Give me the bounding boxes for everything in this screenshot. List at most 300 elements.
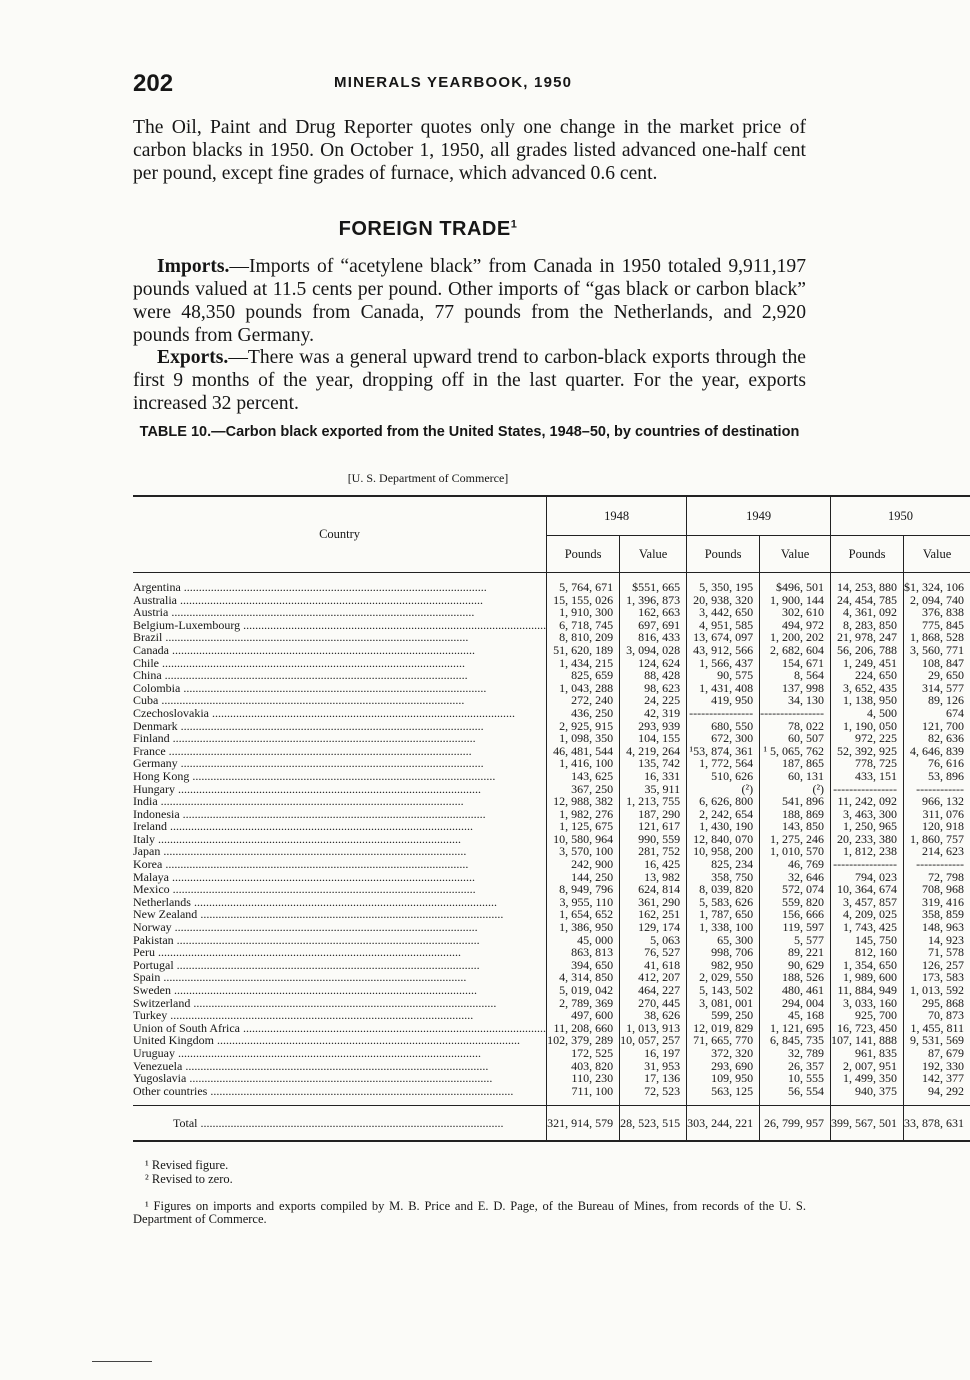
table-row [133, 1009, 970, 1022]
pounds-cell: 3, 463, 300 [831, 808, 904, 821]
pounds-cell: 65, 300 [687, 934, 760, 947]
value-cell: 1, 275, 246 [760, 833, 831, 846]
value-cell: 3, 560, 771 [904, 644, 970, 657]
running-head: MINERALS YEARBOOK, 1950 [334, 74, 573, 91]
country-cell: Germany ..... [133, 757, 547, 770]
pounds-cell: 2, 007, 951 [831, 1060, 904, 1073]
pounds-cell: 13, 674, 097 [687, 631, 760, 644]
pounds-cell: 3, 442, 650 [687, 606, 760, 619]
pounds-cell: ---------------- [831, 783, 904, 796]
country-cell: Canada ..... [133, 644, 547, 657]
value-cell: 9, 531, 569 [904, 1034, 970, 1047]
bottom-rule [92, 1361, 152, 1362]
pounds-cell: 4, 500 [831, 707, 904, 720]
value-cell: 624, 814 [620, 883, 687, 896]
value-cell: 108, 847 [904, 657, 970, 670]
value-cell: 56, 554 [760, 1085, 831, 1098]
country-cell: Belgium-Luxembourg ..... [133, 619, 547, 632]
pounds-cell: 1, 338, 100 [687, 921, 760, 934]
pounds-cell: 358, 750 [687, 871, 760, 884]
value-cell: 28, 523, 515 [620, 1106, 687, 1142]
pounds-cell: 303, 244, 221 [687, 1106, 760, 1142]
pounds-cell: 172, 525 [547, 1047, 620, 1060]
pounds-cell: 102, 379, 289 [547, 1034, 620, 1047]
value-cell: 154, 671 [760, 657, 831, 670]
pounds-cell: 8, 039, 820 [687, 883, 760, 896]
value-cell: 42, 319 [620, 707, 687, 720]
value-cell: 121, 700 [904, 720, 970, 733]
country-cell: Total ..... [133, 1106, 547, 1142]
country-cell: Chile ..... [133, 657, 547, 670]
pounds-cell: 863, 813 [547, 946, 620, 959]
country-cell: Norway ..... [133, 921, 547, 934]
pounds-cell: 3, 955, 110 [547, 896, 620, 909]
value-cell: $1, 324, 106 [904, 581, 970, 594]
value-cell: 187, 865 [760, 757, 831, 770]
country-cell: Denmark ..... [133, 720, 547, 733]
pounds-cell: 510, 626 [687, 770, 760, 783]
note-revised-figure: ¹ Revised figure. [145, 1158, 229, 1172]
value-header: Value [904, 536, 970, 573]
value-cell: 674 [904, 707, 970, 720]
country-cell: Ireland ..... [133, 820, 547, 833]
country-cell: Indonesia ..... [133, 808, 547, 821]
pounds-cell: 403, 820 [547, 1060, 620, 1073]
pounds-cell: 1, 743, 425 [831, 921, 904, 934]
table-row [133, 606, 970, 619]
table-row [133, 921, 970, 934]
country-cell: Hungary ..... [133, 783, 547, 796]
value-cell: 1, 121, 695 [760, 1022, 831, 1035]
table-caption: TABLE 10.—Carbon black exported from the United States, 1948–50, by countries of destination [139, 424, 800, 440]
value-cell: 192, 330 [904, 1060, 970, 1073]
pounds-cell: 2, 789, 369 [547, 997, 620, 1010]
pounds-cell: 272, 240 [547, 694, 620, 707]
value-cell: 214, 623 [904, 845, 970, 858]
value-cell: 35, 911 [620, 783, 687, 796]
table-source: [U. S. Department of Commerce] [347, 471, 509, 485]
pounds-cell: 12, 019, 829 [687, 1022, 760, 1035]
pounds-cell: 419, 950 [687, 694, 760, 707]
pounds-cell: 4, 361, 092 [831, 606, 904, 619]
value-cell: 41, 618 [620, 959, 687, 972]
pounds-cell: 1, 354, 650 [831, 959, 904, 972]
pounds-cell: 940, 375 [831, 1085, 904, 1098]
pounds-cell: 12, 840, 070 [687, 833, 760, 846]
pounds-cell: 321, 914, 579 [547, 1106, 620, 1142]
value-cell: 17, 136 [620, 1072, 687, 1085]
value-cell: 143, 850 [760, 820, 831, 833]
imports-paragraph [133, 255, 806, 347]
pounds-cell: 5, 019, 042 [547, 984, 620, 997]
value-cell: 1, 200, 202 [760, 631, 831, 644]
pounds-header: Pounds [831, 536, 904, 573]
pounds-cell: 8, 810, 209 [547, 631, 620, 644]
value-cell: 137, 998 [760, 682, 831, 695]
pounds-cell: 1, 499, 350 [831, 1072, 904, 1085]
country-cell: Czechoslovakia ..... [133, 707, 547, 720]
year-header: 1948 [547, 496, 687, 536]
pounds-cell: 925, 700 [831, 1009, 904, 1022]
value-cell: 10, 555 [760, 1072, 831, 1085]
pounds-cell: 1, 787, 650 [687, 908, 760, 921]
pounds-cell: 1, 431, 408 [687, 682, 760, 695]
pounds-cell: ---------------- [831, 858, 904, 871]
value-cell: 126, 257 [904, 959, 970, 972]
value-cell: 1, 868, 528 [904, 631, 970, 644]
pounds-cell: 8, 283, 850 [831, 619, 904, 632]
country-cell: India ..... [133, 795, 547, 808]
pounds-cell: 3, 652, 435 [831, 682, 904, 695]
pounds-cell: 1, 250, 965 [831, 820, 904, 833]
pounds-cell: 961, 835 [831, 1047, 904, 1060]
pounds-cell: 1, 982, 276 [547, 808, 620, 821]
value-cell: 816, 433 [620, 631, 687, 644]
page-number: 202 [133, 70, 174, 97]
value-cell: 60, 507 [760, 732, 831, 745]
table-row [133, 795, 970, 808]
pounds-cell: 56, 206, 788 [831, 644, 904, 657]
value-cell: 314, 577 [904, 682, 970, 695]
value-cell: 70, 873 [904, 1009, 970, 1022]
section-footnote-mark: 1 [510, 218, 518, 231]
pounds-cell: 1, 812, 238 [831, 845, 904, 858]
country-cell: Yugoslavia ..... [133, 1072, 547, 1085]
total-row [133, 1106, 970, 1142]
pounds-cell: 10, 364, 674 [831, 883, 904, 896]
pounds-cell: ¹53, 874, 361 [687, 745, 760, 758]
value-cell: 32, 646 [760, 871, 831, 884]
value-header: Value [620, 536, 687, 573]
table-row [133, 984, 970, 997]
value-cell: 121, 617 [620, 820, 687, 833]
pounds-cell: 5, 583, 626 [687, 896, 760, 909]
country-column-header: Country [133, 496, 547, 573]
value-cell: 16, 331 [620, 770, 687, 783]
value-cell: 412, 207 [620, 971, 687, 984]
pounds-cell: 6, 718, 745 [547, 619, 620, 632]
pounds-cell: 372, 320 [687, 1047, 760, 1060]
value-cell: 2, 682, 604 [760, 644, 831, 657]
pounds-cell: 672, 300 [687, 732, 760, 745]
pounds-cell: 8, 949, 796 [547, 883, 620, 896]
pounds-cell: 1, 910, 300 [547, 606, 620, 619]
country-cell: Uruguay ..... [133, 1047, 547, 1060]
pounds-cell: 52, 392, 925 [831, 745, 904, 758]
intro-paragraph: The Oil, Paint and Drug Reporter quotes only one change in the market price of carbon blacks in 1950. On October 1, 1950, all grades listed advanced one-half cent per pound, except fine grades of furnace, which advanced 0.6 cent. [133, 117, 806, 184]
value-cell: ---------------- [760, 707, 831, 720]
country-cell: Union of South Africa ..... [133, 1022, 547, 1035]
value-cell: 119, 597 [760, 921, 831, 934]
value-cell: 1, 013, 592 [904, 984, 970, 997]
pounds-cell: 224, 650 [831, 669, 904, 682]
value-cell: 3, 094, 028 [620, 644, 687, 657]
country-cell: France ..... [133, 745, 547, 758]
value-cell: 775, 845 [904, 619, 970, 632]
value-cell: 156, 666 [760, 908, 831, 921]
pounds-cell: 399, 567, 501 [831, 1106, 904, 1142]
pounds-cell: 680, 550 [687, 720, 760, 733]
page-footnote: ¹ Figures on imports and exports compiled by M. B. Price and E. D. Page, of the Bureau of Mines, from records of the U. S. Department of Commerce. [133, 1199, 806, 1226]
pounds-cell: 46, 481, 544 [547, 745, 620, 758]
imports-label: Imports. [157, 256, 230, 277]
value-header: Value [760, 536, 831, 573]
country-cell: Brazil ..... [133, 631, 547, 644]
table-row [133, 820, 970, 833]
pounds-cell: (²) [687, 783, 760, 796]
value-cell: 990, 559 [620, 833, 687, 846]
value-cell: 8, 564 [760, 669, 831, 682]
country-cell: China ..... [133, 669, 547, 682]
value-cell: 72, 523 [620, 1085, 687, 1098]
country-cell: Venezuela ..... [133, 1060, 547, 1073]
country-cell: Argentina ..... [133, 581, 547, 594]
value-cell: 6, 845, 735 [760, 1034, 831, 1047]
table-notes [145, 1158, 233, 1186]
value-cell: 82, 636 [904, 732, 970, 745]
value-cell: 708, 968 [904, 883, 970, 896]
value-cell: 72, 798 [904, 871, 970, 884]
pounds-cell: 11, 208, 660 [547, 1022, 620, 1035]
pounds-cell: 711, 100 [547, 1085, 620, 1098]
pounds-cell: 10, 580, 964 [547, 833, 620, 846]
table-row [133, 883, 970, 896]
value-cell: 38, 626 [620, 1009, 687, 1022]
table-row [133, 1072, 970, 1085]
country-cell: Japan ..... [133, 845, 547, 858]
pounds-cell: 3, 033, 160 [831, 997, 904, 1010]
value-cell: 162, 663 [620, 606, 687, 619]
value-cell: 319, 416 [904, 896, 970, 909]
value-cell: 1, 013, 913 [620, 1022, 687, 1035]
table-row [133, 1047, 970, 1060]
pounds-cell: 433, 151 [831, 770, 904, 783]
value-cell: 76, 527 [620, 946, 687, 959]
country-cell: Switzerland ..... [133, 997, 547, 1010]
value-cell: 376, 838 [904, 606, 970, 619]
pounds-cell: 1, 654, 652 [547, 908, 620, 921]
pounds-cell: 3, 081, 001 [687, 997, 760, 1010]
value-cell: 572, 074 [760, 883, 831, 896]
pounds-cell: 4, 951, 585 [687, 619, 760, 632]
value-cell: 1, 900, 144 [760, 594, 831, 607]
value-cell: 358, 859 [904, 908, 970, 921]
value-cell: 32, 789 [760, 1047, 831, 1060]
pounds-cell: 1, 386, 950 [547, 921, 620, 934]
section-heading [0, 218, 856, 241]
pounds-cell: 16, 723, 450 [831, 1022, 904, 1035]
value-cell: 129, 174 [620, 921, 687, 934]
pounds-cell: 1, 043, 288 [547, 682, 620, 695]
pounds-header: Pounds [547, 536, 620, 573]
pounds-cell: 5, 143, 502 [687, 984, 760, 997]
value-cell: 87, 679 [904, 1047, 970, 1060]
value-cell: ¹ 5, 065, 762 [760, 745, 831, 758]
value-cell: 293, 939 [620, 720, 687, 733]
value-cell: 135, 742 [620, 757, 687, 770]
value-cell: 270, 445 [620, 997, 687, 1010]
pounds-cell: 15, 155, 026 [547, 594, 620, 607]
pounds-cell: 20, 938, 320 [687, 594, 760, 607]
value-cell: 90, 629 [760, 959, 831, 972]
table-row [133, 581, 970, 594]
pounds-cell: 10, 958, 200 [687, 845, 760, 858]
value-cell: 187, 290 [620, 808, 687, 821]
value-cell: 13, 982 [620, 871, 687, 884]
value-cell: 46, 769 [760, 858, 831, 871]
table-row [133, 946, 970, 959]
pounds-cell: 1, 772, 564 [687, 757, 760, 770]
value-cell: 26, 799, 957 [760, 1106, 831, 1142]
value-cell: 1, 010, 570 [760, 845, 831, 858]
section-heading-text: FOREIGN TRADE [338, 218, 511, 240]
year-header: 1950 [831, 496, 970, 536]
value-cell: 24, 225 [620, 694, 687, 707]
value-cell: 295, 868 [904, 997, 970, 1010]
value-cell: 34, 130 [760, 694, 831, 707]
table-row [133, 732, 970, 745]
country-cell: Sweden ..... [133, 984, 547, 997]
country-cell: Spain ..... [133, 971, 547, 984]
pounds-cell: 825, 659 [547, 669, 620, 682]
value-cell: 10, 057, 257 [620, 1034, 687, 1047]
country-cell: Austria ..... [133, 606, 547, 619]
country-cell: Malaya ..... [133, 871, 547, 884]
country-cell: Pakistan ..... [133, 934, 547, 947]
pounds-cell: 107, 141, 888 [831, 1034, 904, 1047]
value-cell: 45, 168 [760, 1009, 831, 1022]
value-cell: 16, 425 [620, 858, 687, 871]
pounds-cell: 2, 242, 654 [687, 808, 760, 821]
pounds-cell: 109, 950 [687, 1072, 760, 1085]
pounds-cell: 293, 690 [687, 1060, 760, 1073]
value-cell: 162, 251 [620, 908, 687, 921]
value-cell: 302, 610 [760, 606, 831, 619]
country-cell: Mexico ..... [133, 883, 547, 896]
pounds-cell: 51, 620, 189 [547, 644, 620, 657]
value-cell: (²) [760, 783, 831, 796]
value-cell: 294, 004 [760, 997, 831, 1010]
pounds-cell: 71, 665, 770 [687, 1034, 760, 1047]
pounds-cell: ---------------- [687, 707, 760, 720]
pounds-cell: 599, 250 [687, 1009, 760, 1022]
imports-text: —Imports of “acetylene black” from Canada in 1950 totaled 9,911,197 pounds valued at 11.5 cents per pound. Other imports of “gas black or carbon black” were 48,350 pounds from Canada, 77 pounds from the Netherlands, and 2,920 pounds from Germany. [133, 256, 806, 346]
value-cell: 1, 455, 811 [904, 1022, 970, 1035]
pounds-cell: 5, 350, 195 [687, 581, 760, 594]
table-row [133, 770, 970, 783]
pounds-cell: 563, 125 [687, 1085, 760, 1098]
value-cell: 281, 752 [620, 845, 687, 858]
pounds-cell: 367, 250 [547, 783, 620, 796]
table-row [133, 669, 970, 682]
pounds-cell: 24, 454, 785 [831, 594, 904, 607]
value-cell: 124, 624 [620, 657, 687, 670]
pounds-cell: 11, 884, 949 [831, 984, 904, 997]
pounds-cell: 1, 989, 600 [831, 971, 904, 984]
pounds-cell: 1, 098, 350 [547, 732, 620, 745]
value-cell: 14, 923 [904, 934, 970, 947]
value-cell: 361, 290 [620, 896, 687, 909]
value-cell: 311, 076 [904, 808, 970, 821]
value-cell: 697, 691 [620, 619, 687, 632]
value-cell: 33, 878, 631 [904, 1106, 970, 1142]
pounds-cell: 4, 314, 850 [547, 971, 620, 984]
value-cell: 78, 022 [760, 720, 831, 733]
pounds-cell: 1, 430, 190 [687, 820, 760, 833]
country-cell: Colombia ..... [133, 682, 547, 695]
country-cell: Italy ..... [133, 833, 547, 846]
pounds-cell: 5, 764, 671 [547, 581, 620, 594]
exports-paragraph [133, 346, 806, 415]
value-cell: 5, 577 [760, 934, 831, 947]
pounds-cell: 998, 706 [687, 946, 760, 959]
value-cell: 966, 132 [904, 795, 970, 808]
note-revised-to-zero: ² Revised to zero. [145, 1172, 233, 1186]
value-cell: 173, 583 [904, 971, 970, 984]
pounds-cell: 794, 023 [831, 871, 904, 884]
value-cell: 494, 972 [760, 619, 831, 632]
country-cell: New Zealand ..... [133, 908, 547, 921]
value-cell: $496, 501 [760, 581, 831, 594]
pounds-cell: 1, 566, 437 [687, 657, 760, 670]
value-cell: ------------ [904, 783, 970, 796]
pounds-cell: 242, 900 [547, 858, 620, 871]
pounds-cell: 4, 209, 025 [831, 908, 904, 921]
exports-text: —There was a general upward trend to carbon-black exports through the first 9 months of the year, dropping off in the last quarter. For the year, exports increased 32 percent. [133, 347, 806, 414]
pounds-cell: 20, 233, 380 [831, 833, 904, 846]
table-body [133, 573, 970, 1142]
value-cell: 1, 213, 755 [620, 795, 687, 808]
value-cell: 142, 377 [904, 1072, 970, 1085]
pounds-header: Pounds [687, 536, 760, 573]
table-row [133, 707, 970, 720]
value-cell: 5, 063 [620, 934, 687, 947]
exports-label: Exports. [157, 347, 229, 368]
value-cell: ------------ [904, 858, 970, 871]
country-cell: Other countries ..... [133, 1085, 547, 1098]
pounds-cell: 1, 138, 950 [831, 694, 904, 707]
pounds-cell: 394, 650 [547, 959, 620, 972]
table-row [133, 1085, 970, 1098]
pounds-cell: 143, 625 [547, 770, 620, 783]
country-cell: Portugal ..... [133, 959, 547, 972]
value-cell: 2, 094, 740 [904, 594, 970, 607]
country-cell: Korea ..... [133, 858, 547, 871]
pounds-cell: 812, 160 [831, 946, 904, 959]
pounds-cell: 110, 230 [547, 1072, 620, 1085]
value-cell: 98, 623 [620, 682, 687, 695]
pounds-cell: 11, 242, 092 [831, 795, 904, 808]
country-cell: Netherlands ..... [133, 896, 547, 909]
value-cell: 16, 197 [620, 1047, 687, 1060]
value-cell: $551, 665 [620, 581, 687, 594]
value-cell: 60, 131 [760, 770, 831, 783]
pounds-cell: 2, 029, 550 [687, 971, 760, 984]
pounds-cell: 1, 249, 451 [831, 657, 904, 670]
value-cell: 31, 953 [620, 1060, 687, 1073]
pounds-cell: 497, 600 [547, 1009, 620, 1022]
pounds-cell: 1, 434, 215 [547, 657, 620, 670]
pounds-cell: 982, 950 [687, 959, 760, 972]
value-cell: 89, 221 [760, 946, 831, 959]
value-cell: 464, 227 [620, 984, 687, 997]
country-cell: Australia ..... [133, 594, 547, 607]
value-cell: 88, 428 [620, 669, 687, 682]
table-row [133, 858, 970, 871]
pounds-cell: 436, 250 [547, 707, 620, 720]
pounds-cell: 1, 125, 675 [547, 820, 620, 833]
pounds-cell: 21, 978, 247 [831, 631, 904, 644]
